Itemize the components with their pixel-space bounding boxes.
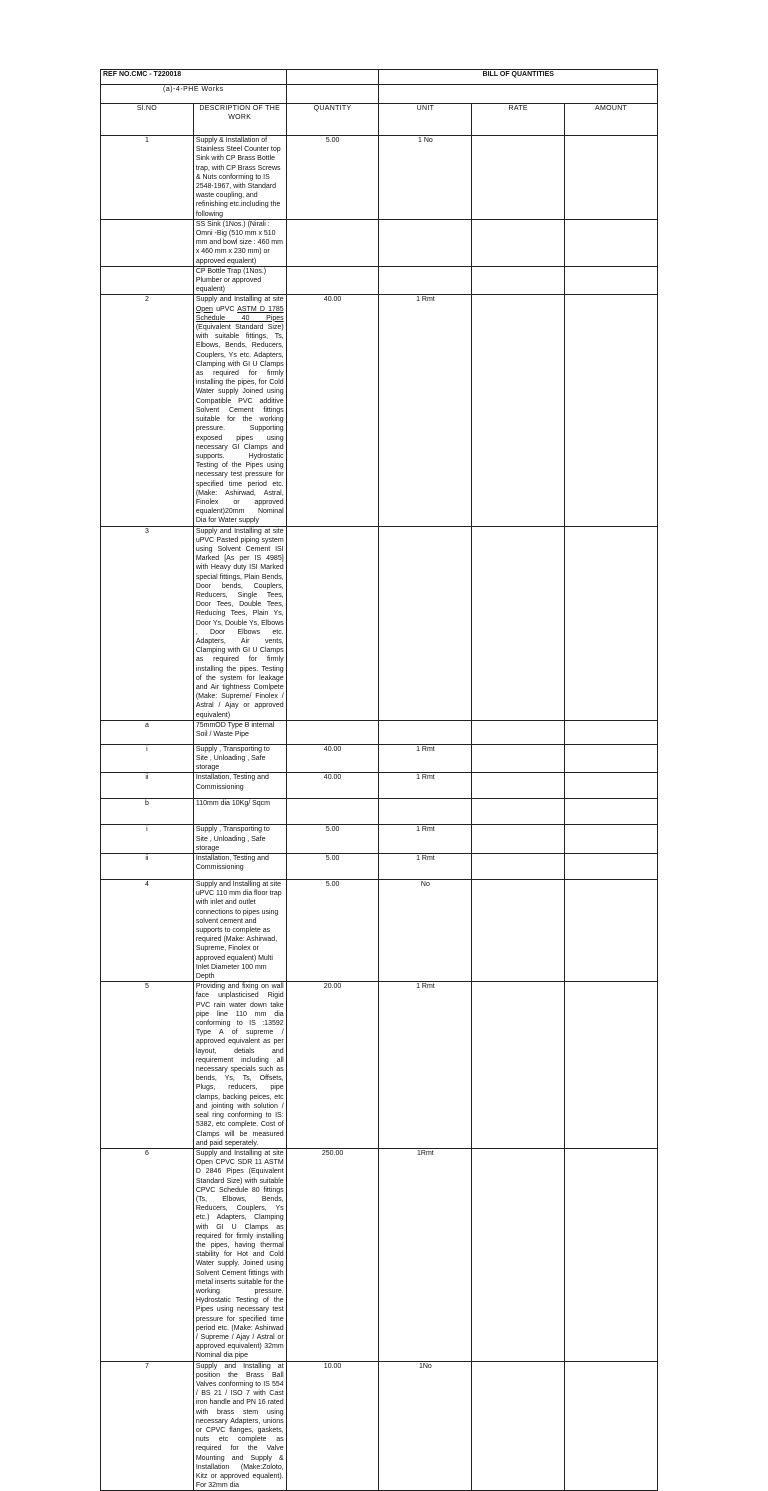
amount-cell <box>565 1148 658 1361</box>
description-text: uPVC <box>212 305 238 313</box>
description-text: (Equivalent Standard Size) with suitable fittings, Ts, Elbows, Bends, Reducers, Couplers, Ys etc. Adapters, Clamping with GI U Clamps as required for firmly installing the pipes, for Cold Water supply Joined using Compatible PVC additive Solvent Cement fittings suitable for the working pressure. Supporting exposed pipes using necessary GI Clamps and supports. Hydrostatic Testing of the Pipes using necessary test pressure for specified time period etc. (Make: Ashirwad, Astral, Finolex or approved equalent)20mm Nominal Dia for Water supply <box>195 324 284 525</box>
unit-cell: 1 Rmt <box>379 982 472 1149</box>
description-cell: CP Bottle Trap (1Nos.) Plumber or approved equalent) <box>193 266 286 295</box>
unit-cell: 1Rmt <box>379 1148 472 1361</box>
description-cell: Providing and fixing on wall face unplasticised Rigid PVC rain water down take pipe line 110 mm dia conforming to IS :13592 Type A of supreme / approved equivalent as per layout, detials and requirement including all necessary specials such as bends, Ys, Ts, Offsets, Plugs, reducers, pipe clamps, backing peices, etc and jointing with solution / seal ring conforming to IS: 5382, etc complete. Cost of Clamps will be measured and paid seperately. <box>193 982 286 1149</box>
amount-cell <box>565 854 658 880</box>
quantity-cell: 5.00 <box>286 136 379 220</box>
section-row <box>101 85 658 104</box>
description-cell: 75mmOD Type B internal Soil / Waste Pipe <box>193 720 286 744</box>
unit-cell: No <box>379 880 472 982</box>
sl-no-cell: 3 <box>101 526 194 720</box>
sl-no-cell: i <box>101 825 194 854</box>
table-row <box>101 266 658 295</box>
description-cell: Supply and Installing at site uPVC Pasted piping system using Solvent Cement ISI Marked [As per IS 4985] with Heavy duty ISI Marked special fittings, Plain Bends, Door bends, Couplers, Reducers, Single Tees, Door Tees, Double Tees, Reducing Tees, Plain Ys, Door Ys, Double Ys, Elbows , Door Elbows etc. Adapters, Air vents, Clamping with GI U Clamps as required for firmly installing the pipes. Testing of the system for leakage and Air tightness Comlpete (Make: Supreme/ Finolex / Astral / Ajay or approved equivalent) <box>193 526 286 720</box>
sl-no-cell: 5 <box>101 982 194 1149</box>
rate-cell <box>472 799 565 825</box>
amount-cell <box>565 295 658 526</box>
header-amount: AMOUNT <box>565 104 658 136</box>
table-row <box>101 219 658 266</box>
quantity-cell: 250.00 <box>286 1148 379 1361</box>
ref-number: REF NO.CMC - T220018 <box>101 70 287 85</box>
boq-title: BILL OF QUANTITIES <box>379 70 658 85</box>
description-cell: Installation, Testing and Commissioning <box>193 773 286 799</box>
amount-cell <box>565 720 658 744</box>
quantity-cell <box>286 720 379 744</box>
bill-of-quantities-table <box>100 69 658 1491</box>
header-row <box>101 104 658 136</box>
rate-cell <box>472 266 565 295</box>
header-rate: RATE <box>472 104 565 136</box>
description-cell: Installation, Testing and Commissioning <box>193 854 286 880</box>
description-cell: Supply and Installing at site Open CPVC SDR 11 ASTM D 2846 Pipes (Equivalent Standard Size) with suitable CPVC Schedule 80 fittings (Ts, Elbows, Bends, Reducers, Couplers, Ys etc.) Adapters, Clamping with GI U Clamps as required for firmly installing the pipes, having thermal stability for Hot and Cold Water supply. Joined using Solvent Cement fittings with metal inserts suitable for the working pressure. Hydrostatic Testing of the Pipes using necessary test pressure for specified time period etc. (Make: Ashirwad / Supreme / Ajay / Astral or approved equivalent) 32mm Nominal dia pipe <box>193 1148 286 1361</box>
amount-cell <box>565 880 658 982</box>
sl-no-cell <box>101 266 194 295</box>
header-sl-no: Sl.NO <box>101 104 194 136</box>
rate-cell <box>472 773 565 799</box>
quantity-cell <box>286 266 379 295</box>
quantity-cell <box>286 799 379 825</box>
header-description: DESCRIPTION OF THE WORK <box>193 104 286 136</box>
sl-no-cell: b <box>101 799 194 825</box>
description-text: Supply and Installing at site <box>195 296 284 304</box>
unit-cell: 1 Rmt <box>379 295 472 526</box>
sl-no-cell: 2 <box>101 295 194 526</box>
description-cell: SS Sink (1Nos.) (Nirali : Omni -Big (510 mm x 510 mm and bowl size : 460 mm x 460 mm x 230 mm) or approved equalent) <box>193 219 286 266</box>
rate-cell <box>472 744 565 773</box>
unit-cell: 1 Rmt <box>379 825 472 854</box>
unit-cell: 1No <box>379 1361 472 1491</box>
table-row <box>101 825 658 854</box>
sl-no-cell: i <box>101 744 194 773</box>
amount-cell <box>565 219 658 266</box>
unit-cell <box>379 720 472 744</box>
title-row <box>101 70 658 85</box>
table-row <box>101 773 658 799</box>
quantity-cell: 40.00 <box>286 744 379 773</box>
sl-no-cell: 6 <box>101 1148 194 1361</box>
unit-cell: 1 No <box>379 136 472 220</box>
table-row <box>101 295 658 526</box>
rate-cell <box>472 526 565 720</box>
blank-cell <box>286 85 379 104</box>
amount-cell <box>565 773 658 799</box>
quantity-cell: 40.00 <box>286 295 379 526</box>
description-cell: Supply , Transporting to Site , Unloading , Safe storage <box>193 744 286 773</box>
table-row <box>101 526 658 720</box>
sl-no-cell: a <box>101 720 194 744</box>
unit-cell: 1 Rmt <box>379 854 472 880</box>
table-row <box>101 720 658 744</box>
unit-cell: 1 Rmt <box>379 744 472 773</box>
description-cell: Supply & Installation of Stainless Steel Counter top Sink with CP Brass Bottle trap, with CP Brass Screws & Nuts conforming to IS 2548-1967, with Standard waste coupling, and refinishing etc.including the following <box>193 136 286 220</box>
amount-cell <box>565 1361 658 1491</box>
rate-cell <box>472 880 565 982</box>
rate-cell <box>472 295 565 526</box>
sl-no-cell: 1 <box>101 136 194 220</box>
description-underlined-text: ASTM D 1785 Schedule 40 Pipes <box>195 305 284 322</box>
sl-no-cell: 7 <box>101 1361 194 1491</box>
unit-cell <box>379 526 472 720</box>
rate-cell <box>472 854 565 880</box>
quantity-cell: 40.00 <box>286 773 379 799</box>
quantity-cell <box>286 526 379 720</box>
rate-cell <box>472 982 565 1149</box>
amount-cell <box>565 526 658 720</box>
quantity-cell <box>286 219 379 266</box>
blank-cell <box>379 85 658 104</box>
amount-cell <box>565 136 658 220</box>
table-row <box>101 1148 658 1361</box>
rate-cell <box>472 136 565 220</box>
table-row <box>101 136 658 220</box>
quantity-cell: 20.00 <box>286 982 379 1149</box>
sl-no-cell <box>101 219 194 266</box>
table-row <box>101 744 658 773</box>
amount-cell <box>565 825 658 854</box>
table-row <box>101 799 658 825</box>
table-row <box>101 982 658 1149</box>
blank-cell <box>286 70 379 85</box>
header-unit: UNIT <box>379 104 472 136</box>
table-row <box>101 854 658 880</box>
rate-cell <box>472 720 565 744</box>
sl-no-cell: ii <box>101 773 194 799</box>
rate-cell <box>472 219 565 266</box>
rate-cell <box>472 1148 565 1361</box>
description-cell: Supply and Installing at position the Brass Ball Valves conforming to IS 554 / BS 21 / ISO 7 with Cast iron handle and PN 16 rated with brass stem using necessary Adapters, unions or CPVC flanges, gaskets, nuts etc complete as required for the Valve Mounting and Supply & Installation (Make:Zoloto, Kitz or approved equalent). For 32mm dia <box>193 1361 286 1491</box>
amount-cell <box>565 799 658 825</box>
amount-cell <box>565 266 658 295</box>
description-cell: 110mm dia 10Kg/ Sqcm <box>193 799 286 825</box>
quantity-cell: 5.00 <box>286 880 379 982</box>
description-cell: Supply and Installing at site uPVC 110 mm dia floor trap with inlet and outlet connections to pipes using solvent cement and supports to complete as required (Make: Ashirwad, Supreme, Finolex or approved equalent) Multi Inlet Diameter 100 mm Depth <box>193 880 286 982</box>
unit-cell <box>379 266 472 295</box>
description-underlined-text: Open <box>195 305 213 313</box>
rate-cell <box>472 1361 565 1491</box>
sl-no-cell: 4 <box>101 880 194 982</box>
table-row <box>101 1361 658 1491</box>
description-cell <box>193 295 286 526</box>
quantity-cell: 5.00 <box>286 854 379 880</box>
quantity-cell: 5.00 <box>286 825 379 854</box>
unit-cell <box>379 799 472 825</box>
quantity-cell: 10.00 <box>286 1361 379 1491</box>
amount-cell <box>565 744 658 773</box>
section-title: (a)-4-PHE Works <box>101 85 287 104</box>
table-row <box>101 880 658 982</box>
header-quantity: QUANTITY <box>286 104 379 136</box>
sl-no-cell: ii <box>101 854 194 880</box>
description-cell: Supply , Transporting to Site , Unloading , Safe storage <box>193 825 286 854</box>
unit-cell <box>379 219 472 266</box>
unit-cell: 1 Rmt <box>379 773 472 799</box>
rate-cell <box>472 825 565 854</box>
amount-cell <box>565 982 658 1149</box>
